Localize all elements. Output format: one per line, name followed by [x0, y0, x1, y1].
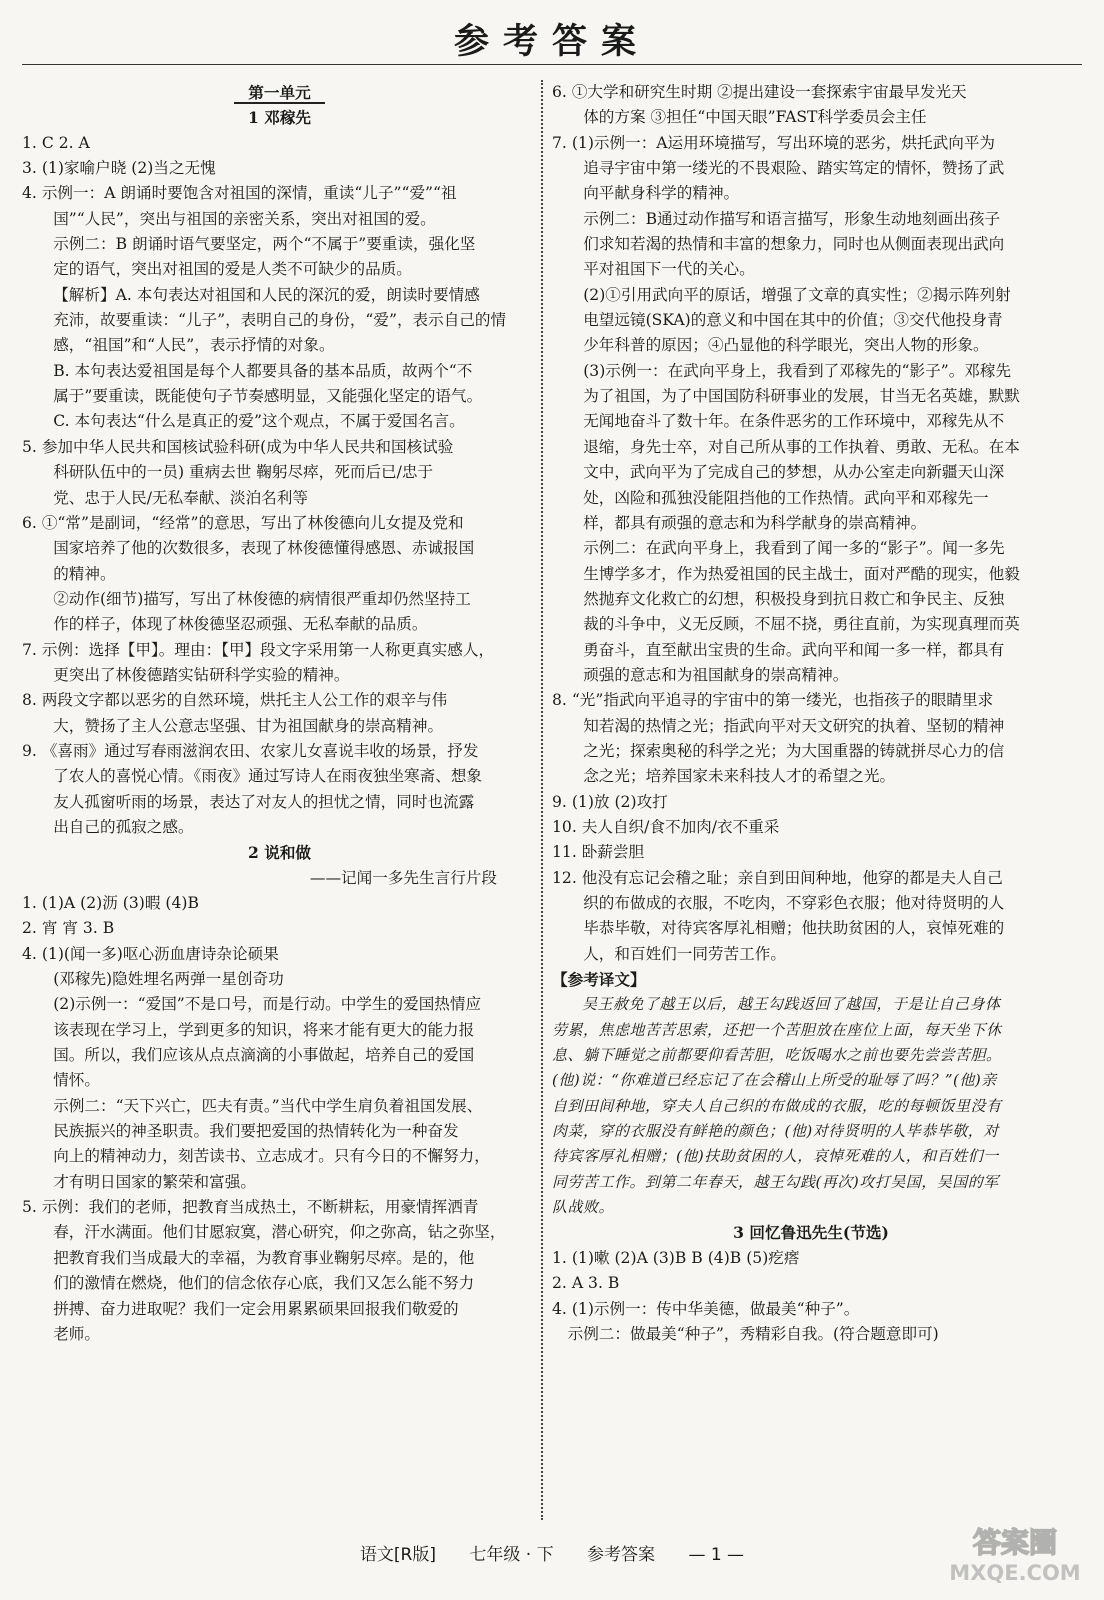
- answer-line: 1. (1)A (2)沥 (3)暇 (4)B: [22, 894, 199, 912]
- answer-line: 11. 卧薪尝胆: [552, 843, 645, 862]
- answer-line: ——记闻一多先生言行片段: [309, 868, 497, 887]
- answer-line: 7. 示例：选择【甲】。理由：【甲】段文字采用第一人称更真实感人，: [22, 640, 495, 659]
- watermark-line2: MXQE.COM: [949, 1561, 1081, 1585]
- answer-line: 把教育我们当成最大的幸福，为教育事业鞠躬尽瘁。是的，他: [53, 1248, 475, 1267]
- answer-line: 们求知若渴的热情和丰富的想象力，同时也从侧面表现出武向: [583, 235, 1005, 254]
- unit-heading: 第一单元: [234, 83, 324, 104]
- answer-line: C. 本句表达“什么是真正的爱”这个观点，不属于爱国名言。: [53, 412, 465, 431]
- answer-line: 4. 示例一：A 朗诵时要饱含对祖国的深情，重读“儿子”“爱”“祖: [22, 184, 457, 203]
- answer-line: 8. 两段文字都以恶劣的自然环境，烘托主人公工作的艰辛与伟: [22, 691, 448, 710]
- answer-line: 示例二：在武向平身上，我看到了闻一多的“影子”。闻一多先: [583, 539, 1005, 558]
- answer-line: 拼搏、奋力进取呢？我们一定会用累累硕果回报我们敬爱的: [53, 1299, 459, 1318]
- answer-line: 国”“人民”，突出与祖国的亲密关系，突出对祖国的爱。: [53, 209, 436, 228]
- answer-line: 体的方案 ③担任“中国天眼”FAST科学委员会主任: [583, 108, 927, 127]
- answer-line: 的精神。: [53, 564, 116, 583]
- answer-line: 裁的斗争中，义无反顾，不屈不挠，勇往直前，为实现真理而英: [583, 615, 1020, 634]
- answer-line: 退缩，身先士卒，对自己所从事的工作执着、勇敢、无私。在本: [583, 437, 1020, 456]
- answer-line: 生博学多才，作为热爱祖国的民主战士，面对严酷的现实，他毅: [583, 564, 1020, 583]
- answer-line: 属于”要重读，既能使句子节奏感明显，又能强化坚定的语气。: [53, 387, 483, 406]
- answer-line: 4. (1)示例一：传中华美德，做最美“种子”。: [552, 1299, 860, 1318]
- answer-line: 1 邓稼先: [247, 108, 312, 128]
- answer-line: 顽强的意志和为祖国献身的崇高精神。: [583, 665, 849, 684]
- answer-line: 12. 他没有忘记会稽之耻；亲自到田间种地，他穿的都是夫人自己: [552, 868, 1003, 887]
- answer-line: 电望远镜(SKA)的意义和中国在其中的价值；③交代他投身青: [583, 311, 1003, 330]
- answer-line: 肉菜，穿的衣服没有鲜艳的颜色；(他)对待贤明的人毕恭毕敬，对: [552, 1122, 999, 1141]
- answer-line: 感，“祖国”和“人民”，表示抒情的对象。: [53, 336, 335, 355]
- answer-line: 无闻地奋斗了数十年。在条件恶劣的工作环境中，邓稼先从不: [583, 412, 1005, 431]
- answer-line: 样，都具有顽强的意志和为科学献身的崇高精神。: [583, 513, 927, 532]
- answer-line: 定的语气，突出对祖国的爱是人类不可缺少的品质。: [53, 260, 412, 279]
- answer-line: 2. A 3. B: [552, 1274, 620, 1293]
- answer-line: 追寻宇宙中第一缕光的不畏艰险、踏实笃定的情怀，赞扬了武: [583, 159, 1005, 178]
- answer-line: 然抛弃文化救亡的幻想，积极投身到抗日救亡和争民主、反独: [583, 589, 1005, 608]
- answer-line: 9. (1)放 (2)攻打: [552, 792, 668, 811]
- answer-line: (他)说：“你难道已经忘记了在会稽山上所受的耻辱了吗？”(他)亲: [552, 1071, 997, 1090]
- answer-line: 同劳苦工作。到第二年春天，越王勾践(再次)攻打吴国，吴国的军: [552, 1172, 999, 1191]
- answer-line: 7. (1)示例一：A运用环境描写，写出环境的恶劣，烘托武向平为: [552, 133, 996, 152]
- answer-line: 毕恭毕敬，对待宾客厚礼相赠；他扶助贫困的人，哀悼死难的: [583, 919, 1005, 938]
- answer-line: 更突出了林俊德踏实钻研科学实验的精神。: [53, 665, 350, 684]
- answer-line: 春，汗水满面。他们甘愿寂寞，潜心研究，仰之弥高，钻之弥坚，: [53, 1223, 506, 1242]
- answer-line: 劳累，焦虑地苦苦思索，还把一个苦胆放在座位上面，每天坐下休: [552, 1020, 1002, 1039]
- answer-line: 充沛，故要重读：“儿子”，表明自己的身份，“爱”，表示自己的情: [53, 311, 507, 330]
- answer-line: 少年科普的原因；④凸显他的科学眼光，突出人物的形象。: [583, 336, 989, 355]
- footer-grade: 七年级 · 下: [469, 1545, 554, 1565]
- footer-page-number: — 1 —: [688, 1545, 745, 1565]
- answer-line: 文中，武向平为了完成自己的梦想，从办公室走向新疆天山深: [583, 463, 1005, 482]
- answer-line: 国。所以，我们应该从点点滴滴的小事做起，培养自己的爱国: [53, 1046, 475, 1065]
- watermark-logo: [935, 1520, 1095, 1590]
- answer-line: 5. 参加中华人民共和国核试验科研(成为中华人民共和国核试验: [22, 437, 454, 456]
- answer-line: 人，和百姓们一同劳苦工作。: [583, 944, 786, 963]
- answer-line: 平对祖国下一代的关心。: [583, 260, 755, 279]
- answer-line: 该表现在学习上，学到更多的知识，将来才能有更大的能力报: [53, 1020, 475, 1039]
- answer-line: 党、忠于人民/无私奉献、淡泊名利等: [53, 488, 308, 507]
- answer-line: 1. C 2. A: [22, 133, 90, 152]
- answer-line: 9. 《喜雨》通过写春雨滋润农田、农家儿女喜说丰收的场景，抒发: [22, 741, 479, 760]
- left-column: [22, 80, 537, 1347]
- title-rule: [22, 64, 1082, 65]
- answer-line: 织的布做成的衣服，不吃肉，不穿彩色衣服；他对待贤明的人: [583, 894, 1005, 912]
- answer-line: (3)示例一：在武向平身上，我看到了邓稼先的“影子”。邓稼先: [583, 361, 1012, 380]
- answer-line: 2 说和做: [247, 843, 312, 863]
- answer-line: 【参考译文】: [552, 970, 646, 990]
- answer-line: 队战败。: [552, 1198, 615, 1217]
- answer-line: 3. (1)家喻户晓 (2)当之无愧: [22, 159, 216, 178]
- answer-line: 友人孤窗听雨的场景，表达了对友人的担忧之情，同时也流露: [53, 792, 475, 811]
- answer-line: ②动作(细节)描写，写出了林俊德的病情很严重却仍然坚持工: [53, 589, 471, 608]
- answer-line: 自到田间种地，穿夫人自己织的布做成的衣服，吃的每顿饭里没有: [552, 1096, 1002, 1115]
- answer-line: 待宾客厚礼相赠；(他)扶助贫困的人，哀悼死难的人，和百姓们一: [552, 1147, 999, 1166]
- answer-line: 大，赞扬了主人公意志坚强、甘为祖国献身的崇高精神。: [53, 716, 444, 735]
- footer-subject: 语文[R版]: [359, 1545, 436, 1565]
- answer-line: 出自己的孤寂之感。: [53, 817, 194, 836]
- answer-line: B. 本句表达爱祖国是每个人都要具备的基本品质，故两个“不: [53, 361, 473, 380]
- page-title: 参考答案: [453, 22, 650, 62]
- answer-line: 示例二：B 朗诵时语气要坚定，两个“不属于”要重读，强化坚: [53, 235, 476, 254]
- answer-line: 6. ①“常”是副词，“经常”的意思，写出了林俊德向儿女提及党和: [22, 513, 464, 532]
- answer-line: 2. 宵 宵 3. B: [22, 919, 115, 938]
- answer-line: 知若渴的热情之光；指武向平对天文研究的执着、坚韧的精神: [583, 716, 1005, 735]
- answer-line: 国家培养了他的次数很多，表现了林俊德懂得感恩、赤诚报国: [53, 539, 475, 558]
- answer-line: (2)①引用武向平的原话，增强了文章的真实性；②揭示阵列射: [583, 285, 1011, 304]
- answer-line: 4. (1)(闻一多)呕心沥血唐诗杂论硕果: [22, 944, 279, 963]
- answer-line: 情怀。: [53, 1071, 100, 1090]
- answer-line: [22, 80, 537, 105]
- answer-line: 吴王赦免了越王以后，越王勾践返回了越国，于是让自己身体: [582, 995, 1001, 1014]
- answer-line: 【解析】A. 本句表达对祖国和人民的深沉的爱，朗读时要情感: [53, 285, 480, 304]
- answer-line: 老师。: [53, 1324, 100, 1343]
- answer-line: 勇奋斗，直至献出宝贵的生命。武向平和闻一多一样，都具有: [583, 640, 1005, 659]
- answer-line: 示例二：B通过动作描写和语言描写，形象生动地刻画出孩子: [583, 209, 1001, 228]
- answer-line: 民族振兴的神圣职责。我们要把爱国的热情转化为一种奋发: [53, 1122, 459, 1141]
- answer-line: 科研队伍中的一员) 重病去世 鞠躬尽瘁，死而后已/忠于: [53, 463, 434, 482]
- answer-line: 处，凶险和孤独没能阻挡他的工作热情。武向平和邓稼先一: [583, 488, 989, 507]
- answer-line: 示例二：“天下兴亡，匹夫有责。”当代中学生肩负着祖国发展、: [53, 1096, 483, 1115]
- answer-line: 为了祖国，为了中国国防科研事业的发展，甘当无名英雄，默默: [583, 387, 1020, 406]
- column-divider: [541, 80, 543, 1520]
- answer-line: 们的激情在燃烧，他们的信念依存心底，我们又怎么能不努力: [53, 1274, 475, 1293]
- answer-line: 作的样子，体现了林俊德坚忍顽强、无私奉献的品质。: [53, 615, 428, 634]
- answer-line: 示例二：做最美“种子”，秀精彩自我。(符合题意即可): [567, 1324, 939, 1343]
- answer-line: 10. 夫人自织/食不加肉/衣不重采: [552, 817, 780, 836]
- answer-line: 念之光；培养国家未来科技人才的希望之光。: [583, 767, 896, 786]
- answer-line: (邓稼先)隐姓埋名两弹一星创奇功: [53, 970, 284, 989]
- answer-line: 8. “光”指武向平追寻的宇宙中的第一缕光，也指孩子的眼睛里求: [552, 691, 994, 710]
- answer-line: 5. 示例：我们的老师，把教育当成热土，不断耕耘，用豪情挥洒青: [22, 1198, 479, 1217]
- answer-line: 向上的精神动力，刻苦读书、立志成才。只有今日的不懈努力，: [53, 1147, 490, 1166]
- footer-section: 参考答案: [587, 1545, 656, 1565]
- right-column: [552, 80, 1070, 1347]
- answer-line: 1. (1)嗽 (2)A (3)B B (4)B (5)疙瘩: [552, 1248, 800, 1267]
- watermark-line1: 答案圈: [972, 1526, 1058, 1559]
- answer-line: 向平献身科学的精神。: [583, 184, 740, 203]
- answer-line: 6. ①大学和研究生时期 ②提出建设一套探索宇宙最早发光天: [552, 83, 967, 101]
- answer-line: 才有明日国家的繁荣和富强。: [53, 1172, 256, 1191]
- answer-line: 了农人的喜悦心情。《雨夜》通过写诗人在雨夜独坐寒斋、想象: [53, 767, 483, 786]
- answer-line: (2)示例一：“爱国”不是口号，而是行动。中学生的爱国热情应: [53, 995, 482, 1014]
- answer-line: 3 回忆鲁迅先生(节选): [733, 1223, 889, 1243]
- answer-line: 之光；探索奥秘的科学之光；为大国重器的铸就拼尽心力的信: [583, 741, 1005, 760]
- answer-line: 息、躺下睡觉之前都要仰看苦胆，吃饭喝水之前也要先尝尝苦胆。: [552, 1046, 1002, 1065]
